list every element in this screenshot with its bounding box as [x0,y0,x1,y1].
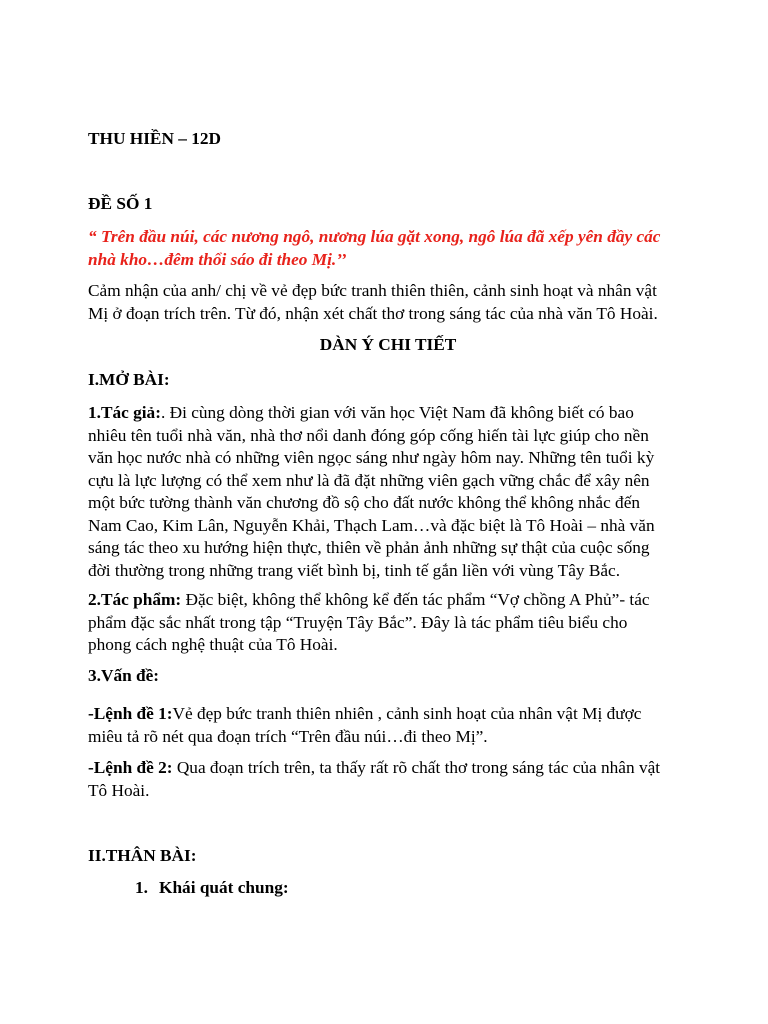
paragraph-line: . Đi cùng dòng thời gian với văn học Việt Nam đã không biết có bao [160,403,634,422]
prompt-line: Mị ở đoạn trích trên. Từ đó, nhận xét chất thơ trong sáng tác của nhà văn Tô Hoài. [88,303,658,323]
paragraph-line: sáng tác theo xu hướng hiện thực, thiên về phản ảnh những sự thật của cuộc sống [88,538,650,557]
section-heading-mo-bai: I.MỞ BÀI: [88,370,170,389]
quote-line: nhà kho…đêm thổi sáo đi theo Mị.’’ [88,249,347,269]
paragraph-line: cựu là lực lượng có thể xem như là đã đặt những viên gạch vững chắc để xây nên [88,470,650,490]
author-header: THU HIỀN – 12D [88,129,221,148]
lenh-de-2-label: -Lệnh đề 2: [88,758,173,777]
paragraph-line: phẩm đặc sắc nhất trong tập “Truyện Tây Bắc”. Đây là tác phẩm tiêu biểu cho [88,612,628,632]
tac-pham-paragraph [88,589,650,657]
lenh-de-2-paragraph [88,757,660,802]
quote-line: “ Trên đầu núi, các nương ngô, nương lúa gặt xong, ngô lúa đã xếp yên đầy các [88,227,661,246]
paragraph-line: nhiêu tên tuổi nhà văn, nhà thơ nổi danh đóng góp cống hiến tài lực giúp cho nền [88,425,649,445]
paragraph-line: đời thường trong những trang viết bình bị, tinh tế gắn liền với vùng Tây Bắc. [88,560,621,580]
list-item-khai-quat-chung [135,877,289,900]
list-item-label: Khái quát chung: [159,878,289,897]
paragraph-line: một bức tường thành văn chương đồ sộ cho đất nước không thể không nhắc đến [88,493,641,512]
document-page [88,0,688,1024]
section-heading-than-bai: II.THÂN BÀI: [88,846,197,865]
list-item-number: 1. [135,878,148,897]
tac-gia-paragraph [88,402,655,582]
paragraph-line: Tô Hoài. [88,780,150,800]
paragraph-line: Qua đoạn trích trên, ta thấy rất rõ chất thơ trong sáng tác của nhân vật [172,758,661,777]
tac-gia-label: 1.Tác giả: [88,403,161,422]
paragraph-line: Vẻ đẹp bức tranh thiên nhiên , cảnh sinh hoạt của nhân vật Mị được [172,704,642,723]
paragraph-line: Nam Cao, Kim Lân, Nguyễn Khải, Thạch Lam…và đặc biệt là Tô Hoài – nhà văn [88,515,655,535]
exam-quote [88,226,660,271]
paragraph-line: Đặc biệt, không thể không kể đến tác phẩm “Vợ chồng A Phủ”- tác [181,590,650,609]
lenh-de-1-paragraph [88,703,641,748]
tac-pham-label: 2.Tác phẩm: [88,590,182,609]
exam-title: ĐỀ SỐ 1 [88,194,153,213]
lenh-de-1-label: -Lệnh đề 1: [88,704,173,723]
paragraph-line: miêu tả rõ nét qua đoạn trích “Trên đầu núi…đi theo Mị”. [88,726,488,746]
outline-title: DÀN Ý CHI TIẾT [319,335,457,354]
prompt-line: Cảm nhận của anh/ chị về vẻ đẹp bức tranh thiên thiên, cảnh sinh hoạt và nhân vật [88,281,657,300]
paragraph-line: văn học nước nhà có những viên ngọc sáng như ngày hôm nay. Những tên tuổi kỳ [88,448,655,467]
exam-prompt [88,280,658,325]
van-de-label: 3.Vấn đề: [88,666,160,685]
paragraph-line: phong cách nghệ thuật của Tô Hoài. [88,635,338,654]
